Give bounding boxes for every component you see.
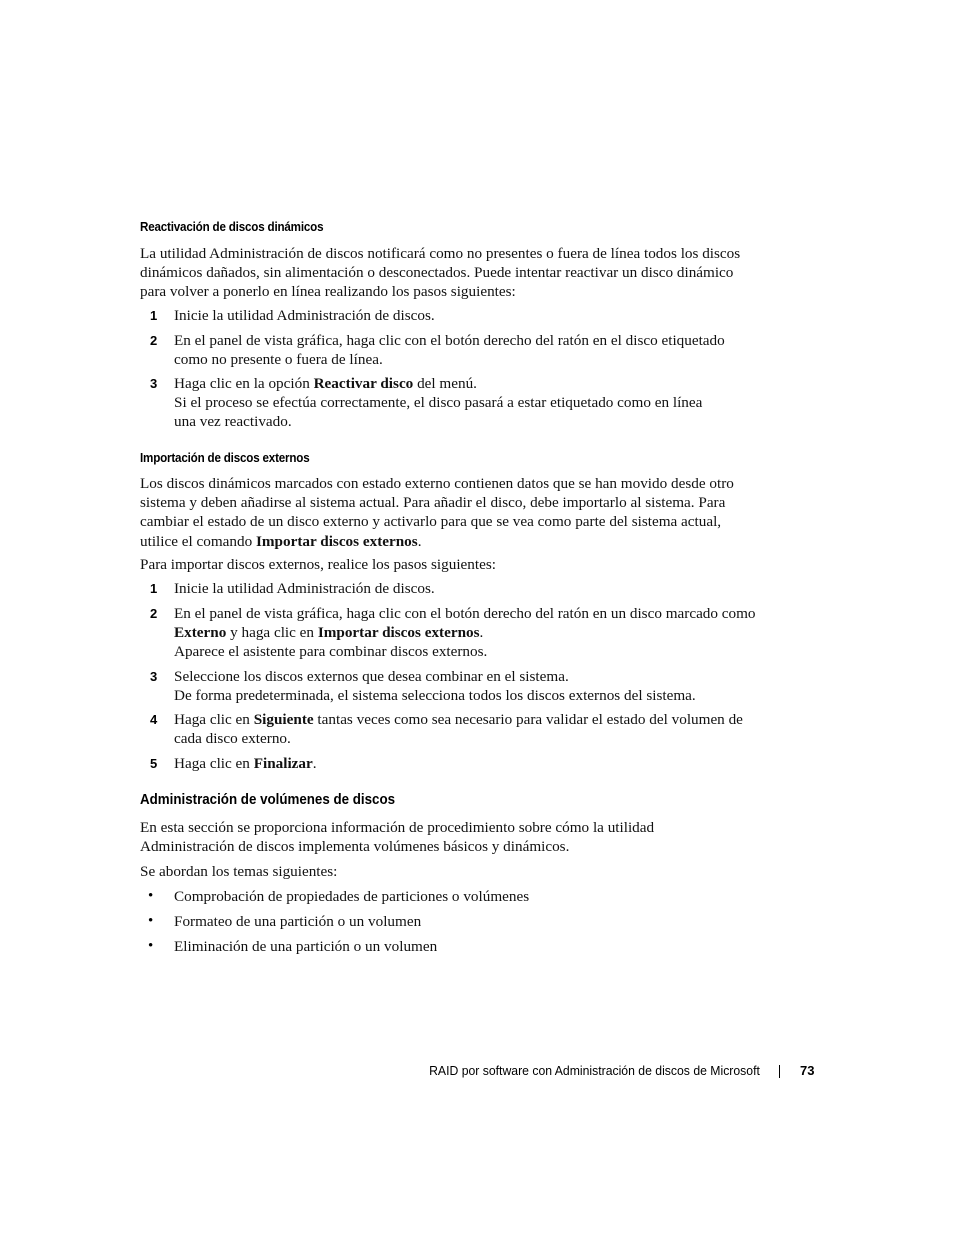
paragraph-text: Los discos dinámicos marcados con estado externo contienen datos que se han movido desde otro sistema y deben añadirse al sistema actual. Para añadir el disco, debe importarlo al sistema. Para cambiar el estado de un disco externo y activarlo para que se vea como parte del sistema actual, utilice el comando [140,475,734,550]
step-body [174,374,760,432]
step-note: Si el proceso se efectúa correctamente, el disco pasará a estar etiquetado como en línea una vez reactivado. [174,394,703,431]
step-number: 4 [150,712,158,727]
bullet-item [140,912,760,931]
paragraph-administracion-intro: En esta sección se proporciona información de procedimiento sobre cómo la utilidad Administración de discos implementa volúmenes básicos y dinámicos. [140,819,655,856]
step-text: Haga clic en la opción [174,375,314,392]
step-text: Inicie la utilidad Administración de discos. [174,307,435,324]
step-note: Aparece el asistente para combinar discos externos. [174,643,488,661]
state-externo: Externo [174,624,227,642]
bullet-icon: • [148,888,154,904]
step-text: del menú. [413,375,477,392]
footer-divider [779,1065,780,1078]
step-item [140,667,760,705]
step-item [140,710,760,748]
step-body [174,754,760,773]
paragraph-importacion-intro [140,474,760,551]
bullet-text: Formateo de una partición o un volumen [174,913,422,930]
step-text: Haga clic en [174,755,254,772]
step-text: En el panel de vista gráfica, haga clic con el botón derecho del ratón en un disco marcado como [174,605,756,622]
step-note: De forma predeterminada, el sistema selecciona todos los discos externos del sistema. [174,687,696,705]
paragraph-importacion-lead: Para importar discos externos, realice los pasos siguientes: [140,556,496,573]
menu-option-importar-discos-externos: Importar discos externos [317,624,480,642]
step-number: 3 [150,376,158,391]
bullet-icon: • [148,938,154,954]
bullet-icon: • [148,913,154,929]
page-footer [0,1062,954,1082]
step-body [174,667,760,705]
button-siguiente: Siguiente [253,711,314,728]
bullet-text: Comprobación de propiedades de particiones o volúmenes [174,888,530,905]
step-item [140,604,760,662]
section-heading-reactivacion: Reactivación de discos dinámicos [140,220,324,234]
step-number: 2 [150,333,158,348]
step-body [174,604,760,662]
step-item [140,374,760,432]
step-item [140,754,760,773]
step-item [140,331,760,369]
page-number: 73 [800,1063,815,1078]
step-text: Haga clic en [174,711,254,728]
step-item [140,579,760,598]
step-text: Inicie la utilidad Administración de discos. [174,580,435,597]
step-text: . [312,755,317,772]
command-importar-discos-externos: Importar discos externos [255,532,418,550]
step-number: 1 [150,581,158,596]
step-text: . [479,624,484,642]
section-heading-importacion: Importación de discos externos [140,451,310,465]
bullet-item [140,937,760,956]
section-heading-administracion-volumenes: Administración de volúmenes de discos [140,792,396,808]
step-text: tantas veces como sea necesario para validar el estado del volumen de cada disco externo. [174,711,743,748]
step-text: Seleccione los discos externos que desea combinar en el sistema. [174,668,569,685]
footer-document-title: RAID por software con Administración de discos de Microsoft [429,1063,760,1078]
step-text: y haga clic en [226,624,318,642]
paragraph-administracion-lead: Se abordan los temas siguientes: [140,863,338,880]
step-number: 2 [150,606,158,621]
bullet-item [140,887,760,906]
step-body [174,710,744,748]
bullet-text: Eliminación de una partición o un volumen [174,938,438,955]
step-number: 3 [150,669,158,684]
paragraph-text: . [417,532,422,550]
button-finalizar: Finalizar [253,755,313,772]
step-number: 1 [150,308,158,323]
paragraph-reactivacion-intro: La utilidad Administración de discos notificará como no presentes o fuera de línea todos los discos dinámicos dañados, sin alimentación o desconectados. Puede intentar reactivar un disco dinámico para volver a ponerlo en línea realizando los pasos siguientes: [140,245,741,301]
step-number: 5 [150,756,158,771]
step-item [140,306,760,325]
step-text: En el panel de vista gráfica, haga clic con el botón derecho del ratón en el disco etiquetado como no presente o fuera de línea. [174,332,725,369]
menu-option-reactivar-disco: Reactivar disco [313,375,414,392]
